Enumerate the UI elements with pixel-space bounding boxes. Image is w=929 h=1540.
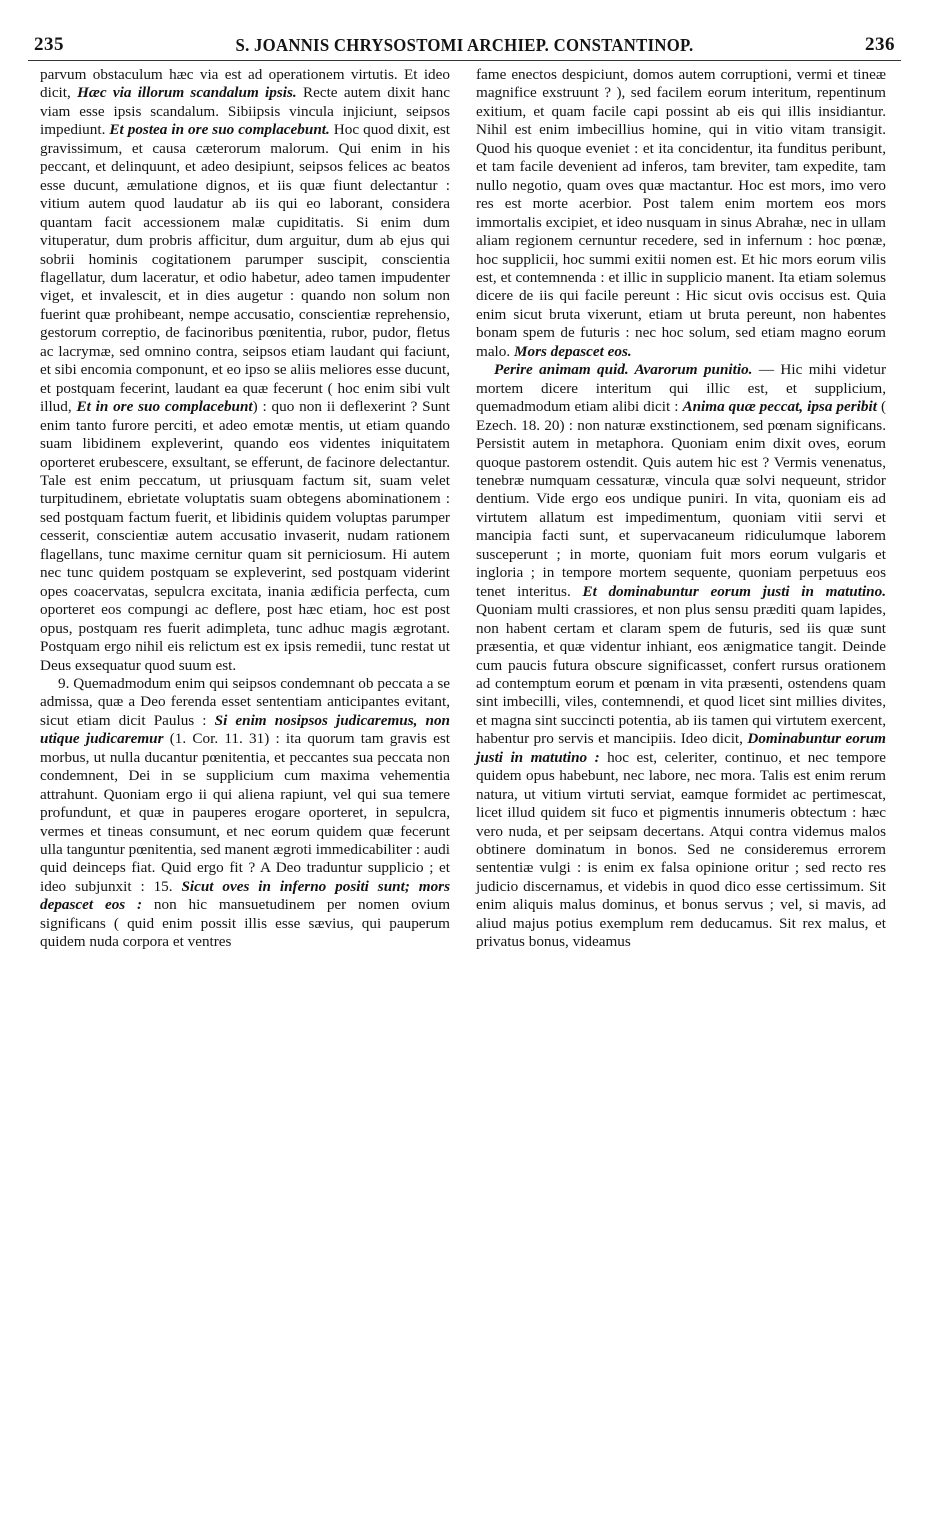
body-text: parvum obstaculum hæc via est ad operationem virtutis. Et ideo dicit,: [40, 66, 450, 102]
body-text: non hic mansuetudinem per nomen ovium significans ( quid enim possit illis esse sævius, qui pauperum quidem nuda corpora et ventres: [40, 896, 451, 951]
scripture-quote: Et in ore suo complacebunt: [76, 398, 253, 416]
body-text: — Hic mihi videtur mortem dicere interitum qui illic est, et supplicium, quemadmodum etiam alibi dicit :: [476, 361, 886, 416]
scripture-quote: Perire animam quid. Avarorum punitio.: [494, 361, 753, 379]
body-text: ) : quo non ii deflexerint ? Sunt enim tanto furore perciti, et adeo emotæ mentis, ut etiam quando suam libidinem expleverint, quando eos videntes iniquitatem oporteret erubescere, exsultant, se efferunt, de facinore delectantur. Tale est enim peccatum, ut priusquam factum sit, suam velet turpitudinem, ebrietate voluptatis suam obtegens abominationem : sed postquam factum fuerit, et libidinis quidem voluptas parumper cesserit, conscientiæ autem accusatio invaserit, nudam rationem flagellans, tunc maxime cernitur quam sit perniciosum. Hi autem nec tunc quidem postquam se expleverint, sed postquam viderint opes coacervatas, sepulcra excitata, inania ædificia perfecta, cum oporteret eos compungi ac deflere, post hæc etiam, hoc est post opus, postquam res fuerit adimpleta, tunc adhuc magis ægrotant. Postquam ergo nihil eis relictum est ex ipsis remedii, tunc restat ut Deus exsequatur quod suum est.: [40, 398, 450, 674]
scripture-quote: Et postea in ore suo complacebunt.: [109, 121, 330, 139]
body-text: Recte autem dixit hanc viam esse ipsis scandalum. Sibiipsis vincula injiciunt, seipsos impediunt.: [40, 84, 451, 139]
paragraph: [476, 66, 886, 361]
scripture-quote: Anima quæ peccat, ipsa peribit: [682, 398, 877, 416]
page-number-left: 235: [34, 34, 64, 55]
right-column: [476, 66, 886, 952]
paragraph: [40, 66, 450, 675]
body-text: Quoniam multi crassiores, et non plus sensu præditi quam lapides, non habent certam et claram spem de futuris, sed iis quæ sunt præsentia, et quæ videntur inhiant, eos ænigmatice tangit. Deinde cum paucis futura obscure significasset, confert rursus orationem ad contemptum eorum et pœnam in vita præsenti, ostendens quam sint imbecilli, viles, contemnendi, et quod licet sint millies divites, et magna sint succincti potentia, ab iis tamen qui virtutem exercent, habentur pro servis et mancipiis. Ideo dicit,: [476, 601, 886, 748]
body-text: 9. Quemadmodum enim qui seipsos condemnant ob peccata a se admissa, quæ a Deo ferenda esset sententiam anticipantes evitant, sicut etiam dicit Paulus :: [40, 674, 450, 729]
body-text: ( Ezech. 18. 20) : non naturæ exstinctionem, sed pœnam significans. Persistit autem in metaphora. Quoniam enim dixit oves, eorum quoque pastorem ostendit. Quis autem hic est ? Vermis venenatus, tenebræ numquam cessaturæ, vincula quæ solvi nequeunt, stridor dentium. Vide ergo eos undique puniri. In vita, quoniam eis ad virtutem allatum est impedimentum, quoniam vitii servi et mancipia facti sunt, et supervacaneum ridiculumque laborem susceperunt ; in morte, quoniam fuit mors eorum vulgaris et ingloria ; in tempore mortem sequente, quoniam perpetuus eos tenet interitus.: [476, 398, 886, 600]
left-column: [40, 66, 450, 952]
scripture-quote: Mors depascet eos.: [513, 342, 632, 360]
paragraph: [476, 361, 886, 952]
body-text: (1. Cor. 11. 31) : ita quorum tam gravis est morbus, ut nulla ducantur pœnitentia, et peccantes sua peccata non condemnent, Dei in se supplicium cum maxima vehementia attrahunt. Quoniam ergo ii qui aliena rapiunt, vel qui sua temere profundunt, et quæ in pauperes erogare oporteret, in sepulcra, vermes et tineas consumunt, et nec eorum quidem quæ fecerunt ulla tanguntur pœnitentia, sed manent ægroti immedicabiliter : audi quid deinceps fiat. Quid ergo fit ? A Deo traduntur supplicio ; et ideo subjunxit : 15.: [40, 730, 450, 895]
scripture-quote: Sicut oves in inferno positi sunt; mors depascet eos :: [40, 877, 450, 914]
scripture-quote: Si enim nosipsos judicaremus, non utique judicaremur: [40, 711, 450, 748]
running-title: S. JOANNIS CHRYSOSTOMI ARCHIEP. CONSTANTINOP.: [235, 35, 694, 55]
scripture-quote: Dominabuntur eorum justi in matutino :: [476, 730, 886, 766]
running-header: [28, 34, 901, 61]
body-text: hoc est, celeriter, continuo, et nec tempore quidem opus habebunt, nec labore, nec mora. Talis est enim rerum natura, ut vitium virtuti serviat, eamque formidet ac pertimescat, licet illud quidem sit fuco et pigmentis innumeris obtectum : hæc vero nuda, et per seipsam decertans. Atqui contra videmus malos obtinere dominatum in bonos. Sed ne consideremus errorem sententiæ vulgi : is enim ex falsa opinione oritur ; sed recto res judicio discernamus, et videbis in quod dico esse certissimum. Sit enim aliquis malus dominus, et bonus servus ; vel, si mavis, ad aliud majus potius exemplum rem deducamus. Sit rex malus, et privatus bonus, videamus: [476, 748, 886, 951]
page-number-right: 236: [865, 34, 895, 55]
paragraph: [40, 675, 450, 952]
body-text: fame enectos despiciunt, domos autem corruptioni, vermi et tineæ magnifice exstruunt ? ), sed facilem eorum interitum, repentinum exitium, et quam facile capi possint ab eis qui illis insidiantur. Nihil est enim imbecillius homine, qui in vitio vitam transigit. Quod his quoque eveniet : et ita concidentur, ita funditus peribunt, et tam facile devenient ad inferos, tam breviter, tam expedite, tam nullo negotio, quam oves quæ mactantur. Hoc est mors, imo vero res est morte acerbior. Post talem enim mortem eos mors immortalis excipiet, et ideo nusquam in sinus Abrahæ, nec in ullam aliam regionem cernuntur recedere, sed in infernum : hoc pœnæ, hoc supplicii, hoc summi exitii nomen est. Et hic mors eorum vilis est, et contemnenda : et illic in supplicio manent. Ita etiam solemus dicere de iis qui facile pereunt : Hic sicut ovis occisus est. Quia enim sicut bruta vixerunt, etiam ut bruta pereunt, non habentes bonam spem de futuris : nec hoc solum, sed etiam magno eorum malo.: [476, 66, 886, 360]
scripture-quote: Hæc via illorum scandalum ipsis.: [77, 84, 297, 102]
body-text: Hoc quod dixit, est gravissimum, et causa cæterorum malorum. Qui enim in his peccant, et delinquunt, et adeo desipiunt, seipsos felices ac beatos esse ducunt, æmulatione dignos, et iis quæ fiunt delectantur : vitium autem quod laudatur ab iis qui eo laborant, considera quantam facit accessionem malæ cupiditatis. Si enim dum vituperatur, dum probris afficitur, dum arguitur, dum ab ejus qui sobrii hominis cogitationem parumper suscipit, conscientia flagellatur, dum laceratur, et odio habetur, adeo tamen impudenter viget, et invalescit, et in dies augetur : quando non solum non fuerint quæ prohibeant, nempe accusatio, conscientiæ reprehensio, gestorum correptio, de facinoribus pœnitentia, rubor, pudor, fletus ac lacrymæ, sed omnino contra, seipsos etiam laudant qui faciunt, et sibi encomia componunt, et eo ipso se aliis meliores esse ducunt, et postquam fecerint, laudant ea quæ fecerunt ( hoc enim sibi vult illud,: [40, 121, 450, 416]
scripture-quote: Et dominabuntur eorum justi in matutino.: [582, 582, 886, 600]
